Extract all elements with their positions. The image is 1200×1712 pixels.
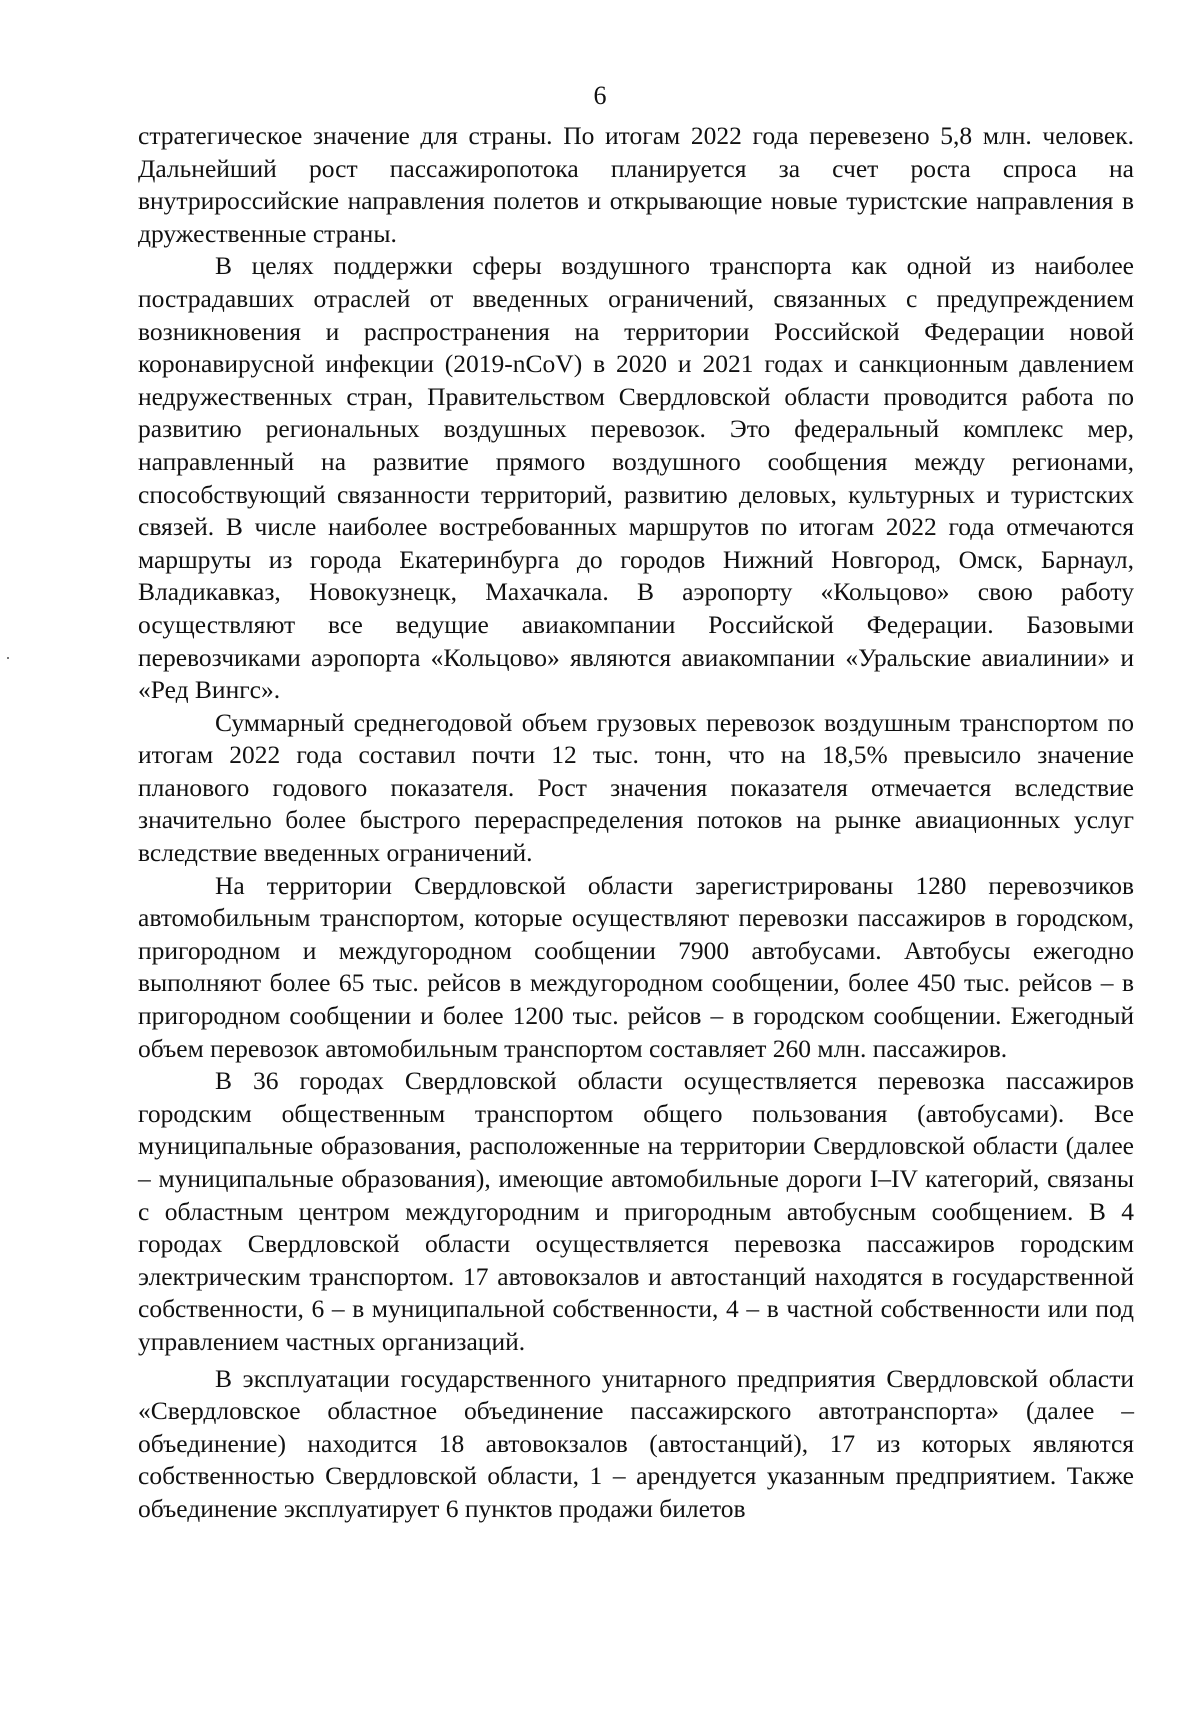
paragraph-bus-stations: В эксплуатации государственного унитарного предприятия Свердловской области «Свердловское областное объединение пассажирского автотранспорта» (далее – объединение) находится 18 автовокзалов (автостанций), 17 из которых являются собственностью Свердловской области, 1 – арендуется указанным предприятием. Также объединение эксплуатирует 6 пунктов продажи билетов — [138, 1363, 1134, 1523]
paragraph-air-cargo: Суммарный среднегодовой объем грузовых перевозок воздушным транспортом по итогам 2022 года составил почти 12 тыс. тонн, что на 18,5% превысило значение планового годового показателя. Рост значения показателя отмечается вследствие значительно более быстрого перераспределения потоков на рынке авиационных услуг вследствие введенных ограничений. — [138, 707, 1134, 868]
paragraph-continuation: стратегическое значение для страны. По итогам 2022 года перевезено 5,8 млн. человек. Дальнейший рост пассажиропотока планируется за счет роста спроса на внутрироссийские направления полетов и открывающие новые туристские направления в дружественные страны. — [138, 121, 1134, 248]
paragraph-city-transport: В 36 городах Свердловской области осуществляется перевозка пассажиров городским общественным транспортом общего пользования (автобусами). Все муниципальные образования, расположенные на территории Свердловской области (далее – муниципальные образования), имеющие автомобильные дороги I–IV категорий, связаны с областным центром междугородним и пригородным автобусным сообщением. В 4 городах Свердловской области осуществляется перевозка пассажиров городским электрическим транспортом. 17 автовокзалов и автостанций находятся в государственной собственности, 6 – в муниципальной собственности, 4 – в частной собственности или под управлением частных организаций. — [138, 1066, 1134, 1356]
scan-speck — [7, 657, 9, 659]
page-number: 6 — [593, 81, 607, 110]
body-text — [138, 120, 1134, 1526]
paragraph-air-transport-support: В целях поддержки сферы воздушного транспорта как одной из наиболее пострадавших отраслей от введенных ограничений, связанных с предупреждением возникновения и распространения на территории Российской Федерации новой коронавирусной инфекции (2019-nCoV) в 2020 и 2021 годах и санкционным давлением недружественных стран, Правительством Свердловской области проводится работа по развитию региональных воздушных перевозок. Это федеральный комплекс мер, направленный на развитие прямого воздушного сообщения между регионами, способствующий связанности территорий, развитию деловых, культурных и туристских связей. В числе наиболее востребованных маршрутов по итогам 2022 года отмечаются маршруты из города Екатеринбурга до городов Нижний Новгород, Омск, Барнаул, Владикавказ, Новокузнецк, Махачкала. В аэропорту «Кольцово» свою работу осуществляют все ведущие авиакомпании Российской Федерации. Базовыми перевозчиками аэропорта «Кольцово» являются авиакомпании «Уральские авиалинии» и «Ред Вингс». — [138, 251, 1134, 705]
paragraph-road-carriers: На территории Свердловской области зарегистрированы 1280 перевозчиков автомобильным транспортом, которые осуществляют перевозки пассажиров в городском, пригородном и междугородном сообщении 7900 автобусами. Автобусы ежегодно выполняют более 65 тыс. рейсов в междугородном сообщении, более 450 тыс. рейсов – в пригородном сообщении и более 1200 тыс. рейсов – в городском сообщении. Ежегодный объем перевозок автомобильным транспортом составляет 260 млн. пассажиров. — [138, 870, 1134, 1063]
